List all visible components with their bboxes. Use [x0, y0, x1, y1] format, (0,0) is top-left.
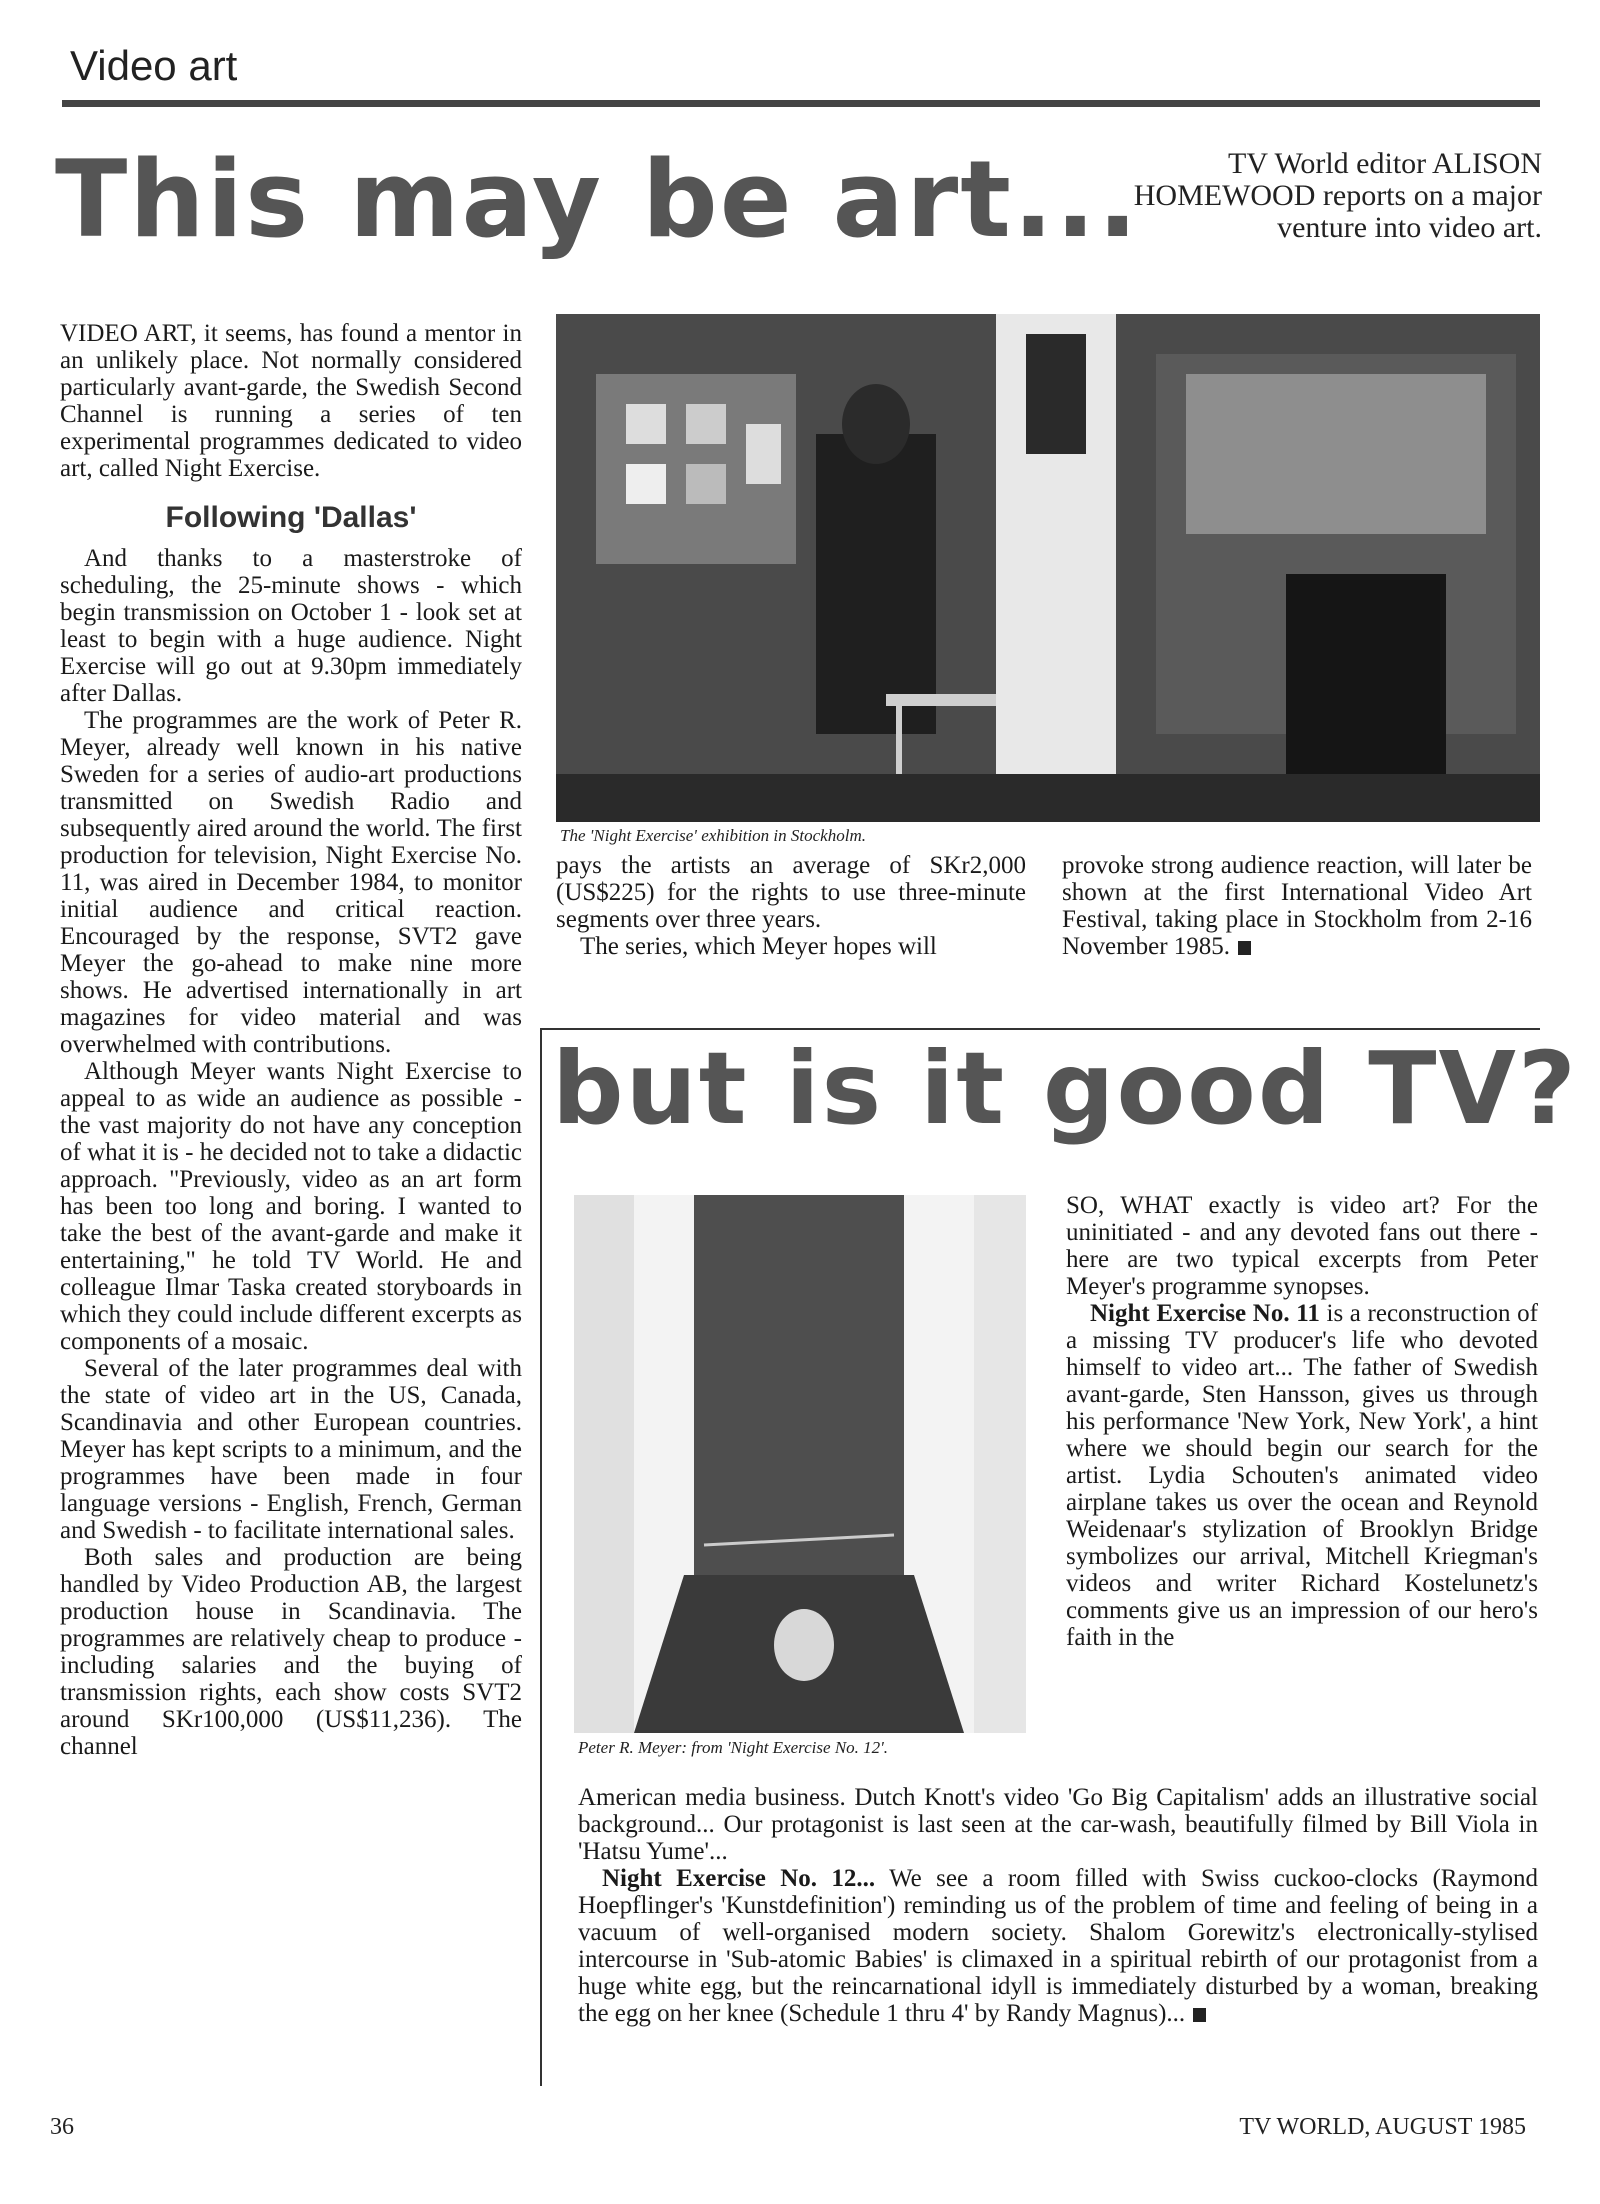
body-paragraph: Although Meyer wants Night Exercise to appeal to as wide an audience as possible - the vast majority do not have any conception of what it is - he decided not to take a didactic approach. "Previously, video as an art form has been too long and boring. I wanted to take the best of the avant-garde and make it entertaining," he told TV World. He and colleague Ilmar Taska created storyboards in which they could include different excerpts as components of a mosaic. — [60, 1058, 522, 1355]
page-number: 36 — [50, 2114, 74, 2140]
photo2-caption: Peter R. Meyer: from 'Night Exercise No. 12'. — [578, 1738, 889, 1757]
body-paragraph: And thanks to a masterstroke of scheduling, the 25-minute shows - which begin transmission on October 1 - look set at least to begin with a huge audience. Night Exercise will go out at 9.30pm immediately after Dallas. — [60, 545, 522, 707]
column-left — [60, 320, 522, 1760]
body-paragraph: Both sales and production are being handled by Video Production AB, the largest production house in Scandinavia. The programmes are relatively cheap to produce - including salaries and the buying of transmission rights, each show costs SVT2 around SKr100,000 (US$11,236). The channel — [60, 1544, 522, 1760]
body-paragraph: The series, which Meyer hopes will — [580, 933, 937, 960]
column-middle — [556, 852, 1026, 960]
subhead-following-dallas: Following 'Dallas' — [165, 501, 417, 534]
ne12-lead: Night Exercise No. 12... — [602, 1865, 876, 1892]
ne11-text: is a reconstruction of a missing TV producer's life who devoted himself to video art... The father of Swedish avant-garde, Sten Hansson, gives us through his performance 'New York, New York', a hint where we should begin our search for the artist. Lydia Schouten's animated video airplane takes us over the ocean and Reynold Weidenaar's stylization of Brooklyn Bridge symbolizes our arrival, Mitchell Kriegman's videos and writer Richard Kostelunetz's comments give us an impression of our hero's faith in the — [1066, 1300, 1539, 1651]
exhibition-photo — [556, 314, 1540, 822]
body-paragraph: provoke strong audience reaction, will later be shown at the first International Video Art Festival, taking place in Stockholm from 2-16 November 1985. — [1062, 852, 1532, 960]
main-headline: This may be art... — [55, 138, 1140, 261]
video-still-photo — [574, 1195, 1026, 1733]
ne12-text: We see a room filled with Swiss cuckoo-clocks (Raymond Hoepflinger's 'Kunstdefinition') reminding us of the problem of time and feeling of being in a vacuum of well-organised modern society. Shalom Gorewitz's electronically-stylised intercourse in 'Sub-atomic Babies' is climaxed in a spiritual rebirth of our protagonist from a huge white egg, but the reincarnational idyll is immediately disturbed by a woman, breaking the egg on her knee (Schedule 1 thru 4' by Randy Magnus)... — [578, 1865, 1538, 2027]
publication-line: TV WORLD, AUGUST 1985 — [1239, 2114, 1526, 2140]
body-paragraph — [578, 1865, 1538, 2027]
ne11-lead: Night Exercise No. 11 — [1090, 1300, 1320, 1327]
end-mark — [1193, 2008, 1206, 2022]
end-mark — [1238, 941, 1251, 955]
body-paragraph: pays the artists an average of SKr2,000 (US$225) for the rights to use three-minute segments over three years. — [556, 852, 1026, 933]
column-article2-wide — [578, 1784, 1538, 2027]
body-paragraph: SO, WHAT exactly is video art? For the uninitiated - and any devoted fans out there - here are two typical excerpts from Peter Meyer's programme synopses. — [1066, 1192, 1538, 1300]
secondary-headline: but is it good TV? — [552, 1030, 1578, 1147]
article2-left-rule — [540, 1028, 542, 2086]
section-label: Video art — [70, 42, 238, 89]
column-right-top — [1062, 852, 1532, 960]
top-rule — [62, 100, 1540, 107]
photo1-caption: The 'Night Exercise' exhibition in Stockholm. — [560, 826, 866, 845]
standfirst: TV World editor ALISON HOMEWOOD reports on a major venture into video art. — [1133, 147, 1542, 244]
column-article2-right — [1066, 1192, 1538, 1651]
body-paragraph: American media business. Dutch Knott's video 'Go Big Capitalism' adds an illustrative social background... Our protagonist is last seen at the car-wash, beautifully filmed by Bill Viola in 'Hatsu Yume'... — [578, 1784, 1538, 1865]
body-paragraph: Several of the later programmes deal with the state of video art in the US, Canada, Scandinavia and other European countries. Meyer has kept scripts to a minimum, and the programmes have been made in four language versions - English, French, German and Swedish - to facilitate international sales. — [60, 1355, 522, 1544]
body-paragraph: The programmes are the work of Peter R. Meyer, already well known in his native Sweden for a series of audio-art productions transmitted on Swedish Radio and subsequently aired around the world. The first production for television, Night Exercise No. 11, was aired in December 1984, to monitor initial audience and critical reaction. Encouraged by the response, SVT2 gave Meyer the go-ahead to make nine more shows. He advertised internationally in art magazines for video material and was overwhelmed with contributions. — [60, 707, 522, 1058]
body-paragraph — [1066, 1300, 1538, 1651]
intro-paragraph: VIDEO ART, it seems, has found a mentor in an unlikely place. Not normally considered particularly avant-garde, the Swedish Second Channel is running a series of ten experimental programmes dedicated to video art, called Night Exercise. — [60, 320, 522, 482]
